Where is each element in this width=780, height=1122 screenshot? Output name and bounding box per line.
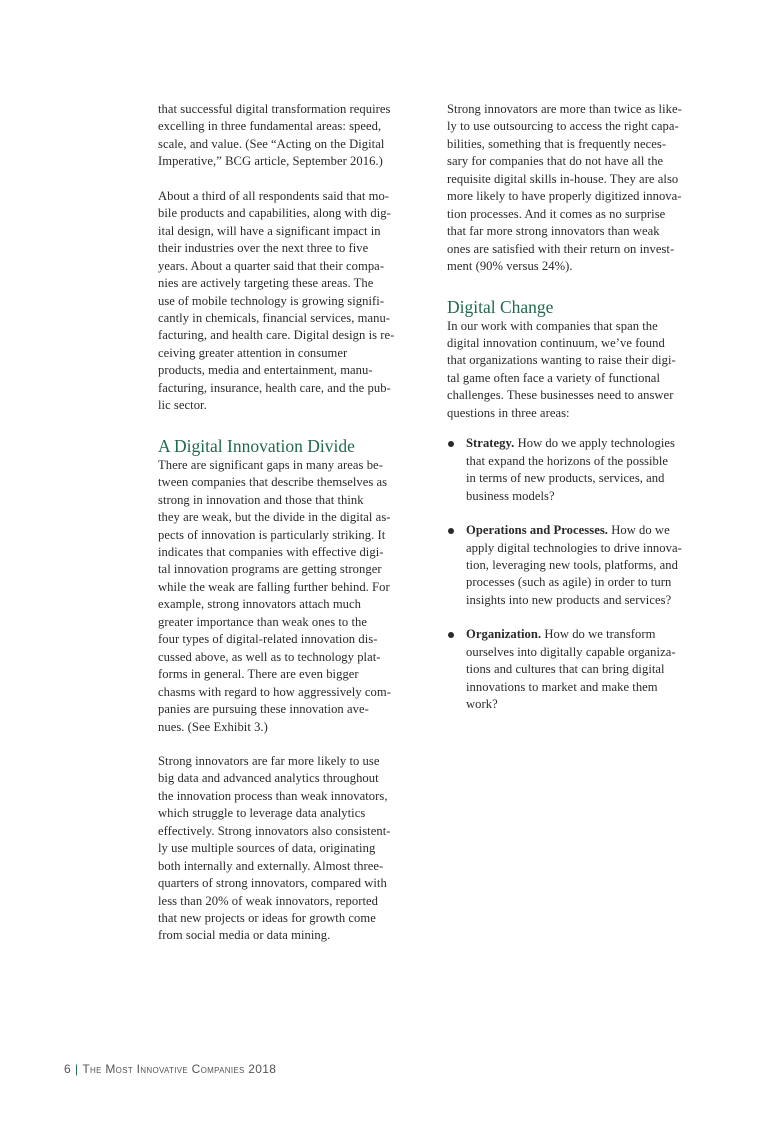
body-paragraph: Strong innovators are more than twice as like- ly to use outsourcing to access the right capa- bilities, something that is frequently neces- sary for companies that do not have all the requisite digital skills in-house. They are also more likely to have properly digitized innova- tion processes. And it comes as no surprise that far more strong innovators than weak ones are satisfied with their return on invest- ment (90% versus 24%). [447, 102, 682, 274]
bullet-lead: Strategy. [466, 436, 515, 451]
section-heading-digital-innovation-divide: A Digital Innovation Divide [158, 435, 355, 456]
bullet-text: How do we apply digital technologies to drive innova- tion, leveraging new tools, platforms, and processes (such as agile) in order to turn insights into new products and services? [466, 523, 682, 607]
body-paragraph: that successful digital transformation requires excelling in three fundamental areas: speed, scale, and value. (See “Acting on the Digital Imperative,” BCG article, September 2016.) [158, 102, 391, 169]
footer-separator: | [74, 1062, 79, 1076]
section-heading-digital-change: Digital Change [447, 296, 554, 317]
page-footer [64, 1062, 276, 1076]
publication-title: The Most Innovative Companies 2018 [82, 1062, 277, 1076]
right-column [447, 101, 723, 714]
bullet-text: How do we transform ourselves into digitally capable organiza- tions and cultures that can bring digital innovations to market and make them work? [466, 627, 676, 712]
body-paragraph: In our work with companies that span the digital innovation continuum, we’ve found that organizations wanting to raise their digi- tal game often face a variety of functional challenges. These businesses need to answer questions in three areas: [447, 318, 676, 420]
body-paragraph: There are significant gaps in many areas be- tween companies that describe themselves as strong in innovation and those that think they are weak, but the divide in the digital as- pects of innovation is particularly striking. It indicates that companies with effective digi- tal innovation programs are getting stronger while the weak are falling further behind. For example, strong innovators attach much greater importance than weak ones to the four types of digital-related innovation dis- cussed above, as well as to technology plat- forms in general. There are even bigger chasms with regard to how aggressively com- panies are pursuing these innovation ave- nues. (See Exhibit 3.) [158, 457, 391, 734]
left-column [158, 101, 434, 945]
list-item [447, 626, 723, 713]
bullet-list [447, 435, 723, 713]
bullet-icon [448, 441, 454, 447]
bullet-text: How do we apply technologies that expand the horizons of the possible in terms of new products, services, and business models? [466, 436, 675, 503]
bullet-lead: Organization. [466, 627, 542, 642]
bullet-icon [448, 528, 454, 534]
bullet-icon [448, 632, 454, 638]
body-paragraph: Strong innovators are far more likely to use big data and advanced analytics throughout the innovation process than weak innovators, which struggle to leverage data analytics effectively. Strong innovators also consistent- ly use multiple sources of data, originating both internally and externally. Almost three- quarters of strong innovators, compared with less than 20% of weak innovators, reported that new projects or ideas for growth come from social media or data mining. [158, 753, 391, 943]
body-paragraph: About a third of all respondents said that mo- bile products and capabilities, along with dig- ital design, will have a significant impact in their industries over the next three to five years. About a quarter said that their compa- nies are actively targeting these areas. The use of mobile technology is growing signifi- cantly in chemicals, financial services, manu- facturing, and health care. Digital design is re- ceiving greater attention in consumer products, media and entertainment, manu- facturing, insurance, health care, and the pub- lic sector. [158, 188, 395, 413]
list-item [447, 522, 723, 609]
list-item [447, 435, 723, 505]
page-number: 6 [64, 1062, 71, 1076]
bullet-lead: Operations and Processes. [466, 523, 608, 538]
